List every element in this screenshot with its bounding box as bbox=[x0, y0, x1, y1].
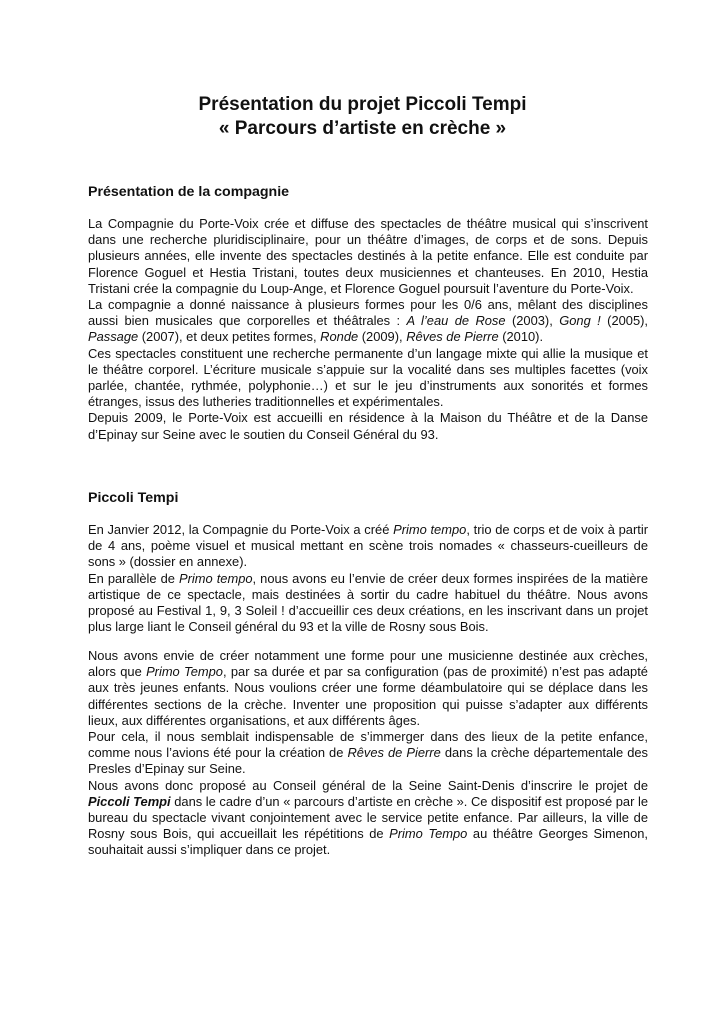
work-title: Ronde bbox=[320, 329, 359, 345]
work-title: A l’eau de Rose bbox=[406, 313, 506, 329]
work-title: Primo tempo bbox=[393, 522, 467, 537]
text: Pour cela, il nous semblait indispensable de s’immerger dans des lieux de la petite enfance, comme nous l’avions été pour la création de bbox=[88, 729, 648, 761]
text: (2003), bbox=[505, 313, 560, 329]
work-title: Passage bbox=[88, 329, 139, 345]
paragraph bbox=[88, 778, 648, 859]
work-title: Rêves de Pierre bbox=[347, 745, 441, 761]
text: dans le cadre d’un « parcours d’artiste en crèche ». Ce dispositif est proposé par le bureau du spectacle vivant conjointement avec le service petite enfance. Par ailleurs, la ville de Rosny sous Bois, qui accueillait les répétitions de bbox=[88, 793, 649, 842]
page-subtitle: « Parcours d’artiste en crèche » bbox=[218, 118, 507, 139]
paragraph: La Compagnie du Porte-Voix crée et diffuse des spectacles de théâtre musical qui s’inscrivent dans une recherche pluridisciplinaire, pour un théâtre d’images, de corps et de sons. Depuis plusieurs années, elle invente des spectacles destinés à la petite enfance. Elle est conduite par Florence Goguel et Hestia Tristani, toutes deux musiciennes et chanteuses. En 2010, Hestia Tristani crée la compagnie du Loup-Ange, et Florence Goguel poursuit l’aventure du Porte-Voix. bbox=[88, 216, 648, 296]
text: au théâtre Georges Simenon, souhaitait aussi s’impliquer dans ce projet. bbox=[88, 826, 648, 858]
paragraph bbox=[88, 729, 648, 778]
text: dans la crèche départementale des Presles d’Epinay sur Seine. bbox=[88, 745, 648, 777]
text: , nous avons eu l’envie de créer deux formes inspirées de la matière artistique de ce spectacle, mais destinées à sortir du cadre habituel du théâtre. Nous avons proposé au Festival 1, 9, 3 Soleil ! d’accueillir ces deux créations, en les inscrivant dans un projet plus large liant le Conseil général du 93 et la ville de Rosny sous Bois. bbox=[88, 570, 648, 635]
section-body-compagnie bbox=[88, 216, 648, 443]
text: (2007), et deux petites formes, bbox=[138, 329, 321, 345]
paragraph: Depuis 2009, le Porte-Voix est accueilli en résidence à la Maison du Théâtre et de la Danse d’Epinay sur Seine avec le soutien du Conseil Général du 93. bbox=[88, 410, 648, 442]
section-heading-piccoli-tempi: Piccoli Tempi bbox=[88, 490, 179, 506]
work-title: Gong ! bbox=[559, 313, 601, 329]
page-title: Présentation du projet Piccoli Tempi bbox=[198, 94, 527, 115]
text: En parallèle de bbox=[88, 570, 179, 586]
section-heading-compagnie: Présentation de la compagnie bbox=[88, 184, 290, 200]
text: La compagnie a donné naissance à plusieurs formes pour les 0/6 ans, mêlant des disciplines aussi bien musicales que corporelles et théâtrales : bbox=[88, 297, 648, 329]
text: Nous avons envie de créer notamment une forme pour une musicienne destinée aux crèches, alors que bbox=[88, 648, 648, 680]
paragraph bbox=[88, 522, 648, 571]
text: , trio de corps et de voix à partir de 4 ans, poème visuel et musical mettant en scène trois nomades « chasseurs-cueilleurs de sons » (dossier en annexe). bbox=[88, 522, 648, 570]
text: (2010). bbox=[498, 329, 544, 345]
paragraph bbox=[88, 648, 648, 729]
paragraph: Ces spectacles constituent une recherche permanente d’un langage mixte qui allie la musique et le théâtre corporel. L’écriture musicale s’appuie sur la vocalité dans ses multiples facettes (voix parlée, chantée, rythmée, polyphonie…) et sur le jeu d’instruments aux sonorités et formes étranges, issus des lutheries traditionnelles et expérimentales. bbox=[88, 345, 648, 410]
work-title: Primo tempo bbox=[179, 570, 253, 586]
paragraph bbox=[88, 297, 648, 346]
paragraph bbox=[88, 571, 648, 636]
work-title: Rêves de Pierre bbox=[406, 329, 499, 345]
text: (2009), bbox=[358, 329, 407, 345]
text: En Janvier 2012, la Compagnie du Porte-Voix a créé bbox=[88, 522, 394, 537]
text: Nous avons donc proposé au Conseil général de la Seine Saint-Denis d’inscrire le projet de bbox=[88, 777, 648, 793]
text: (2005), bbox=[600, 313, 648, 329]
work-title: Primo Tempo bbox=[389, 826, 468, 842]
section-body-piccoli-tempi-intro bbox=[88, 522, 648, 635]
text: , par sa durée et par sa configuration (pas de proximité) n’est pas adapté aux très jeunes enfants. Nous voulions créer une forme déambulatoire qui se déplace dans les différentes sections de la crèche. Inventer une proposition qui puisse s’adapter aux différents lieux, aux différentes organisations, et aux différents âges. bbox=[88, 664, 648, 728]
work-title: Primo Tempo bbox=[146, 664, 223, 680]
project-name: Piccoli Tempi bbox=[88, 793, 171, 809]
section-body-piccoli-tempi-project bbox=[88, 648, 648, 859]
